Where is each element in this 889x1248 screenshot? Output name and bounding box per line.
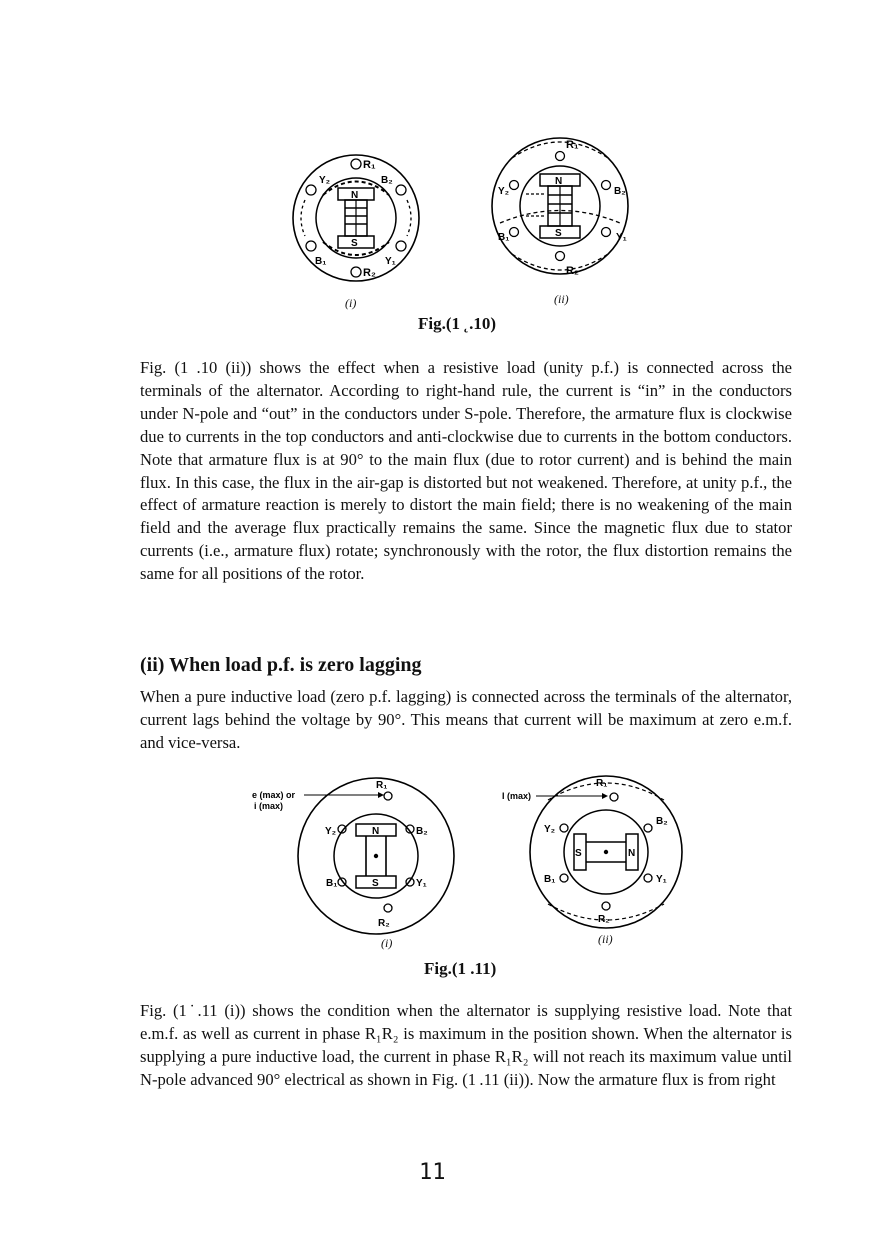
figure-11-i-diagram (252, 774, 462, 944)
figure-11-caption-i: (i) (381, 936, 393, 950)
paragraph-2: When a pure inductive load (zero p.f. lagging) is connected across the terminals of the alternator, current lags behind the voltage by 90°. This means that current will be maximum at zero e.m.f. and vice-versa. (140, 687, 792, 752)
label-b1: B₁ (544, 874, 556, 885)
label-y2: Y₂ (325, 826, 337, 837)
label-y1: Y₁ (656, 874, 667, 885)
pole-n: N (555, 176, 563, 187)
page-number: 11 (419, 1160, 446, 1185)
label-y2: Y₂ (498, 186, 510, 197)
label-b1: B₁ (315, 256, 327, 267)
figure-10-title: Fig.(1 ˛.10) (418, 314, 496, 333)
paragraph-3: Fig. (1˙.11 (i)) shows the condition when the alternator is supplying resistive load. Note that e.m.f. as well as current in phase R₁R₂ is maximum in the position shown. When the alternator is supplying a pure inductive load, the current in phase R₁R₂ will not reach its maximum value until N-pole advanced 90° electrical as shown in Fig. (1 .11 (ii)). Now the armature flux is from right (140, 1001, 792, 1089)
pole-s: S (351, 238, 358, 249)
label-r1: R₁ (596, 778, 608, 789)
label-r1: R₁ (566, 139, 579, 151)
pole-s: S (575, 848, 582, 859)
label-r1: R₁ (376, 780, 388, 791)
label-y1: Y₁ (385, 256, 396, 267)
label-b1: B₁ (326, 878, 338, 889)
label-b1: B₁ (498, 232, 510, 243)
label-b2: B₂ (381, 175, 393, 186)
label-r1: R₁ (363, 159, 376, 171)
figure-11-caption-ii: (ii) (598, 932, 613, 946)
pole-s: S (555, 228, 562, 239)
pole-n: N (351, 190, 359, 201)
figure-10-i-diagram (283, 150, 433, 290)
figure-11-title: Fig.(1 .11) (424, 959, 497, 978)
emax-label: e (max) or (252, 790, 296, 800)
label-y2: Y₂ (544, 824, 556, 835)
figure-10-caption-ii: (ii) (554, 292, 569, 306)
label-r2: R₂ (378, 918, 390, 929)
paragraph-1: Fig. (1 .10 (ii)) shows the effect when a resistive load (unity p.f.) is connected across the terminals of the alternator. According to right-hand rule, the current is “in” in the conductors under N-pole and “out” in the conductors under S-pole. Therefore, the armature flux is clockwise due to currents in the top conductors and anti-clockwise due to currents in the bottom conductors. Note that armature flux is at 90° to the main flux (due to rotor current) and is behind the main flux. In this case, the flux in the air-gap is distorted but not weakened. Therefore, at unity p.f., the effect of armature reaction is merely to distort the main field; there is no weakening of the main field and the average flux practically remains the same. Since the magnetic flux due to stator currents (i.e., armature flux) rotate; synchronously with the rotor, the flux distortion remains the same for all positions of the rotor. (140, 358, 792, 584)
imax-label: i (max) (254, 801, 284, 811)
figure-10-ii-diagram (482, 128, 642, 288)
pole-n: N (372, 826, 380, 837)
imax-label: I (max) (502, 791, 532, 801)
figure-11-ii-diagram (502, 770, 692, 940)
label-b2: B₂ (656, 816, 668, 827)
label-b2: B₂ (614, 186, 626, 197)
pole-s: S (372, 878, 379, 889)
label-y2: Y₂ (319, 175, 331, 186)
section-heading: (ii) When load p.f. is zero lagging (140, 654, 422, 676)
label-r2: R₂ (598, 914, 610, 925)
label-y1: Y₁ (416, 878, 427, 889)
figure-10-caption-i: (i) (345, 296, 357, 310)
label-r2: R₂ (363, 267, 376, 279)
pole-n: N (628, 848, 636, 859)
label-y1: Y₁ (616, 232, 627, 243)
label-b2: B₂ (416, 826, 428, 837)
label-r2: R₂ (566, 265, 579, 277)
